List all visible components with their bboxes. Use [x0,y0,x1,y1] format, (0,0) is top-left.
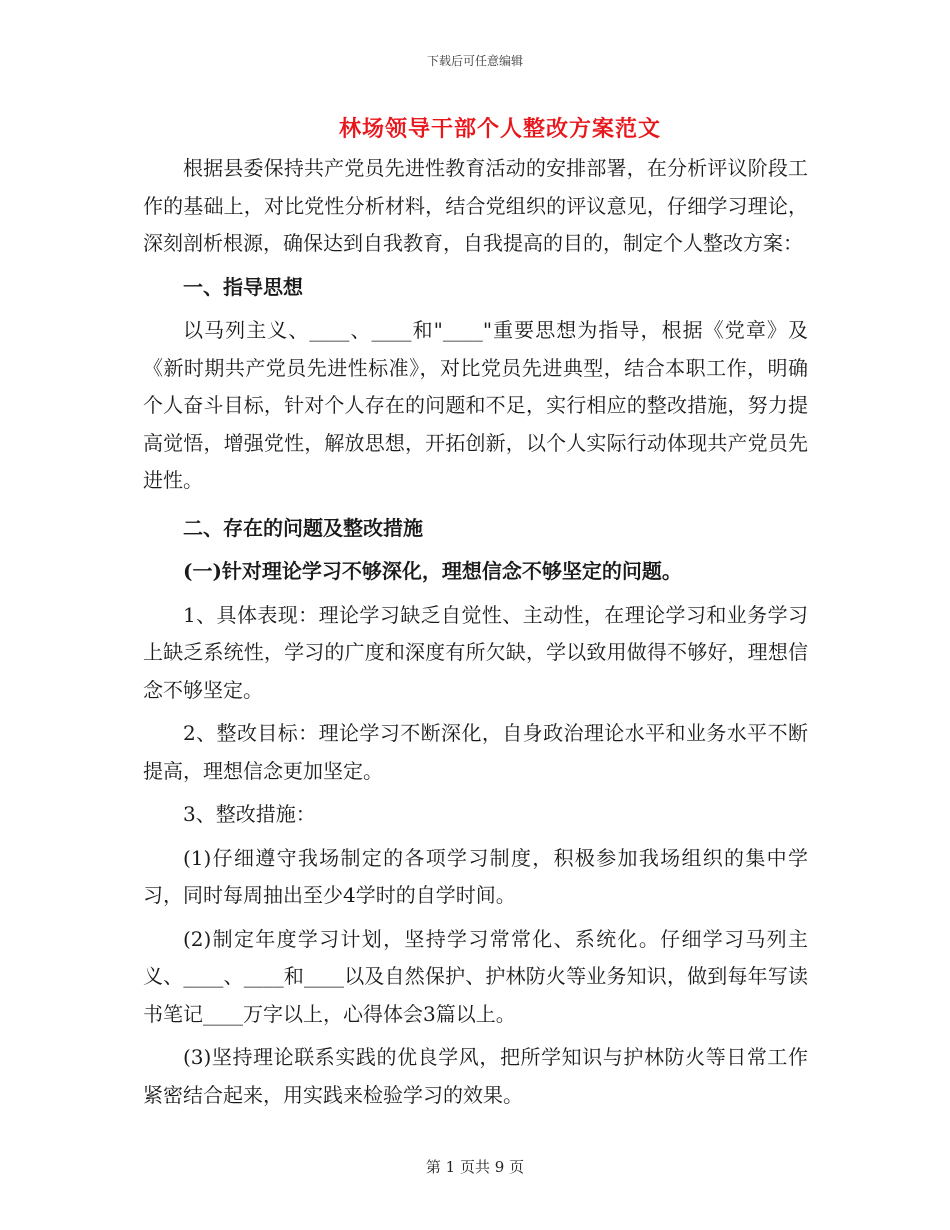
section-heading-guiding-ideology: 一、指导思想 [183,274,303,299]
subsection-heading-theory-study: (一)针对理论学习不够深化，理想信念不够坚定的问题。 [183,559,682,583]
measure-item-1: (1)仔细遵守我场制定的各项学习制度，积极参加我场组织的集中学习，同时每周抽出至少4学时的自学时间。 [143,845,808,907]
guiding-ideology-paragraph: 以马列主义、____、____和"____"重要思想为指导，根据《党章》及《新时期共产党员先进性标准》，对比党员先进典型，结合本职工作，明确个人奋斗目标，针对个人存在的问题和不足，实行相应的整改措施，努力提高觉悟，增强党性，解放思想，开拓创新，以个人实际行动体现共产党员先进性。 [143,318,808,492]
measure-item-3: (3)坚持理论联系实践的优良学风，把所学知识与护林防火等日常工作紧密结合起来，用实践来检验学习的效果。 [143,1045,808,1107]
item-specific-performance: 1、具体表现：理论学习缺乏自觉性、主动性，在理论学习和业务学习上缺乏系统性，学习的广度和深度有所欠缺，学以致用做得不够好，理想信念不够坚定。 [143,602,808,702]
section-heading-problems-measures: 二、存在的问题及整改措施 [183,515,423,540]
item-rectification-goal: 2、整改目标：理论学习不断深化，自身政治理论水平和业务水平不断提高，理想信念更加坚定。 [143,721,808,783]
item-rectification-measures: 3、整改措施： [183,802,316,826]
page-header: 下载后可任意编辑 [426,54,523,68]
document-title: 林场领导干部个人整改方案范文 [338,116,661,142]
measure-item-2: (2)制定年度学习计划，坚持学习常常化、系统化。仔细学习马列主义、____、____和____以及自然保护、护林防火等业务知识，做到每年写读书笔记____万字以上，心得体会3篇以上。 [143,926,808,1026]
document-body [143,150,808,1114]
intro-paragraph: 根据县委保持共产党员先进性教育活动的安排部署，在分析评议阶段工作的基础上，对比党性分析材料，结合党组织的评议意见，仔细学习理论，深刻剖析根源，确保达到自我教育，自我提高的目的，制定个人整改方案： [143,156,808,255]
page-footer: 第 1 页共 9 页 [425,1158,525,1176]
